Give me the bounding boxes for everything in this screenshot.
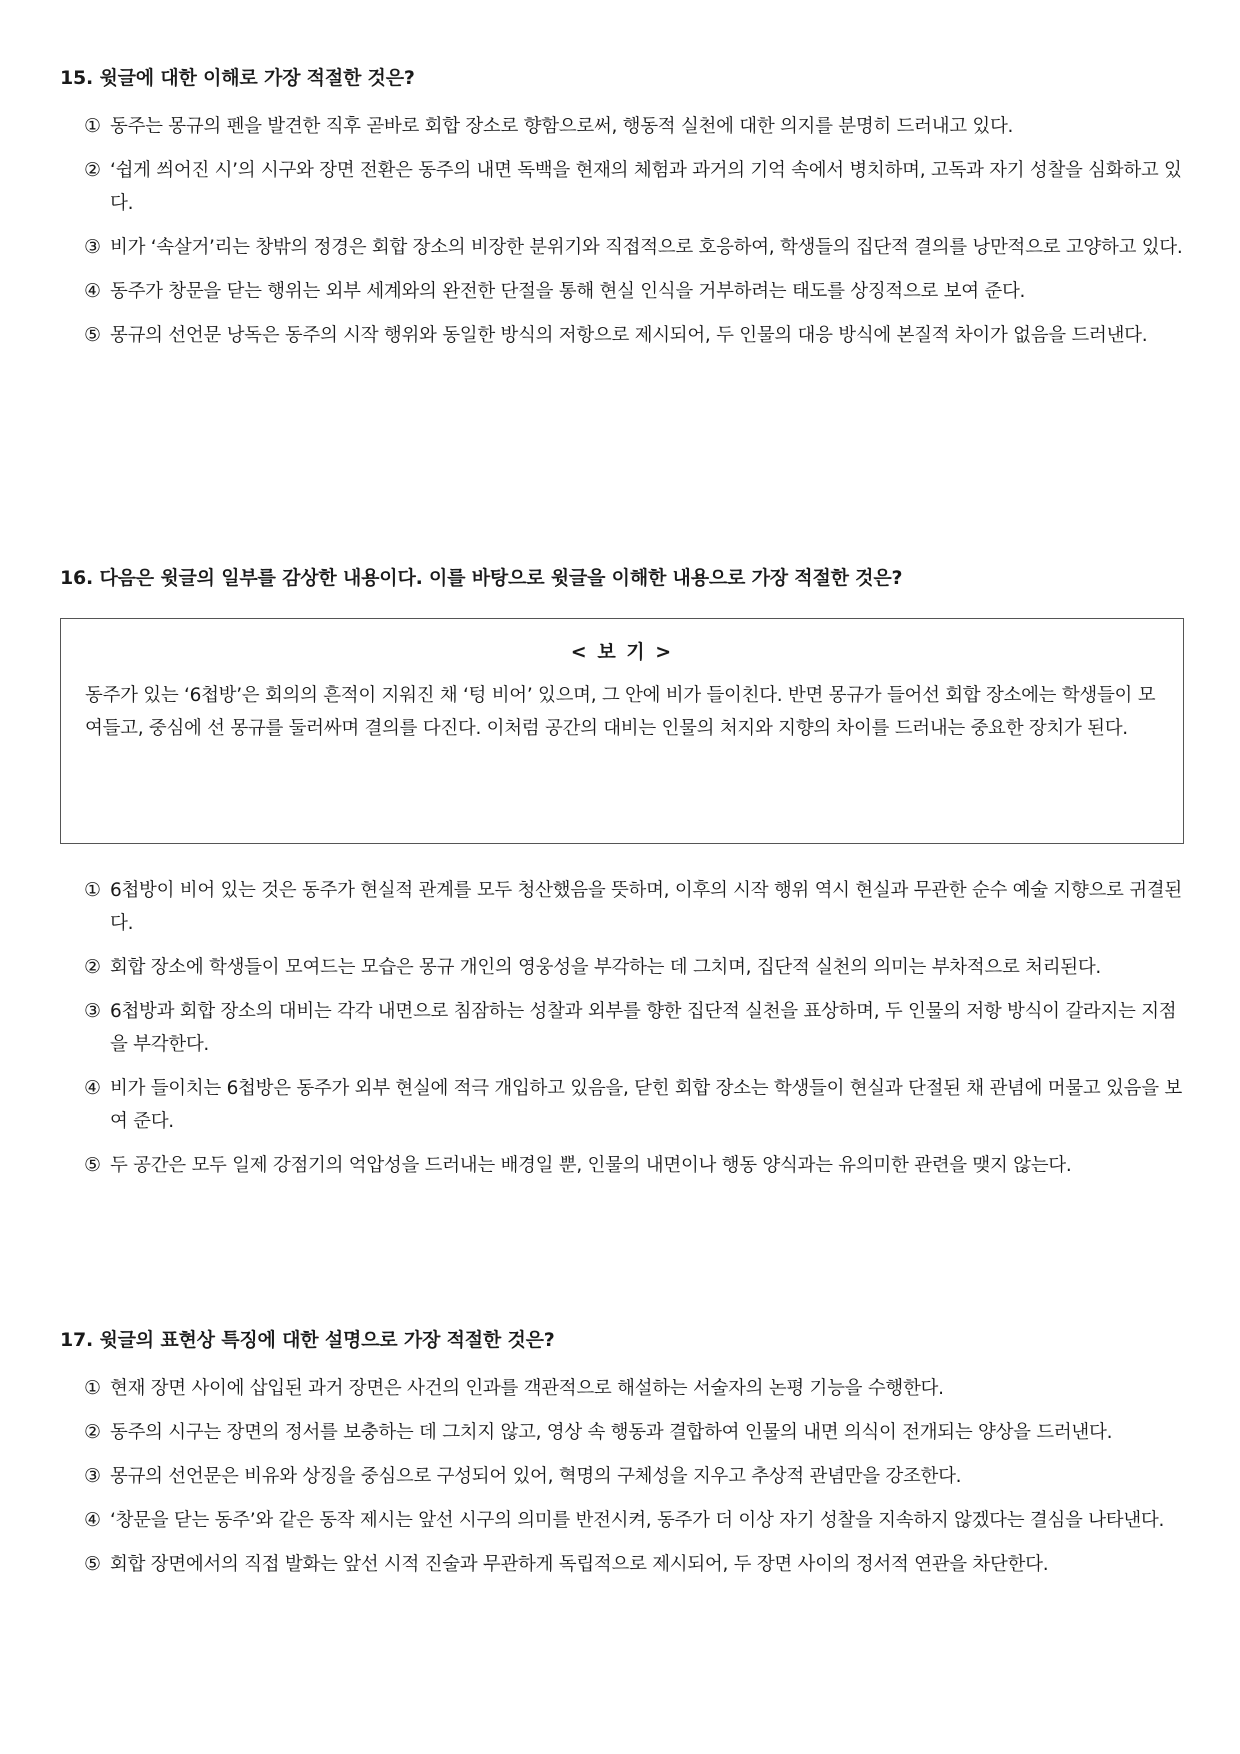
question-15-option-2[interactable] [84,154,1190,220]
option-number: ③ [84,236,101,258]
option-text: 회합 장소에 학생들이 모여드는 모습은 몽규 개인의 영웅성을 부각하는 데 그치며, 집단적 실천의 의미는 부차적으로 처리된다. [110,957,1101,978]
option-text: ‘창문을 닫는 동주’와 같은 동작 제시는 앞선 시구의 의미를 반전시켜, 동주가 더 이상 자기 성찰을 지속하지 않겠다는 결심을 나타낸다. [110,1510,1165,1531]
question-15 [60,64,1190,363]
question-16 [60,564,1190,610]
question-16-option-3[interactable] [84,995,1190,1061]
option-text: 몽규의 선언문은 비유와 상징을 중심으로 구성되어 있어, 혁명의 구체성을 지우고 추상적 관념만을 강조한다. [110,1466,962,1487]
question-17 [60,1326,1190,1592]
question-17-option-3[interactable] [84,1460,1190,1493]
question-17-option-4[interactable] [84,1504,1190,1537]
option-number: ⑤ [84,324,101,346]
question-15-option-4[interactable] [84,275,1190,308]
option-number: ④ [84,1077,101,1099]
question-17-option-2[interactable] [84,1416,1190,1449]
option-number: ② [84,956,101,978]
option-text: 두 공간은 모두 일제 강점기의 억압성을 드러내는 배경일 뿐, 인물의 내면이나 행동 양식과는 유의미한 관련을 맺지 않는다. [110,1155,1072,1176]
option-number: ① [84,115,101,137]
bogi-text: 동주가 있는 ‘6첩방’은 회의의 흔적이 지워진 채 ‘텅 비어’ 있으며, 그 안에 비가 들이친다. 반면 몽규가 들어선 회합 장소에는 학생들이 모여들고, 중심에 선 몽규를 둘러싸며 결의를 다진다. 이처럼 공간의 대비는 인물의 처지와 지향의 차이를 드러내는 중요한 장치가 된다. [85,685,1156,739]
option-number: ③ [84,1000,101,1022]
question-17-title: 17. 윗글의 표현상 특징에 대한 설명으로 가장 적절한 것은? [60,1329,555,1351]
option-number: ① [84,1377,101,1399]
question-16-title: 16. 다음은 윗글의 일부를 감상한 내용이다. 이를 바탕으로 윗글을 이해한 내용으로 가장 적절한 것은? [60,567,903,589]
question-17-option-5[interactable] [84,1548,1190,1581]
option-text: 몽규의 선언문 낭독은 동주의 시작 행위와 동일한 방식의 저항으로 제시되어, 두 인물의 대응 방식에 본질적 차이가 없음을 드러낸다. [110,325,1148,346]
question-17-option-1[interactable] [84,1372,1190,1405]
option-number: ② [84,159,101,181]
option-number: ⑤ [84,1154,101,1176]
question-15-option-5[interactable] [84,319,1190,352]
option-text: 비가 들이치는 6첩방은 동주가 외부 현실에 적극 개입하고 있음을, 닫힌 회합 장소는 학생들이 현실과 단절된 채 관념에 머물고 있음을 보여 준다. [110,1078,1182,1132]
question-16-options [60,874,1190,1182]
option-text: ‘쉽게 씌어진 시’의 시구와 장면 전환은 동주의 내면 독백을 현재의 체험과 과거의 기억 속에서 병치하며, 고독과 자기 성찰을 심화하고 있다. [110,160,1182,214]
option-number: ④ [84,280,101,302]
question-16-option-1[interactable] [84,874,1190,940]
option-number: ⑤ [84,1553,101,1575]
question-15-option-1[interactable] [84,110,1190,143]
option-text: 현재 장면 사이에 삽입된 과거 장면은 사건의 인과를 객관적으로 해설하는 서술자의 논평 기능을 수행한다. [110,1378,944,1399]
option-number: ① [84,879,101,901]
question-16-option-4[interactable] [84,1072,1190,1138]
option-text: 동주의 시구는 장면의 정서를 보충하는 데 그치지 않고, 영상 속 행동과 결합하여 인물의 내면 의식이 전개되는 양상을 드러낸다. [110,1422,1113,1443]
bogi-box [60,618,1184,844]
option-text: 6첩방과 회합 장소의 대비는 각각 내면으로 침잠하는 성찰과 외부를 향한 집단적 실천을 표상하며, 두 인물의 저항 방식이 갈라지는 지점을 부각한다. [110,1001,1177,1055]
question-16-option-2[interactable] [84,951,1190,984]
option-text: 6첩방이 비어 있는 것은 동주가 현실적 관계를 모두 청산했음을 뜻하며, 이후의 시작 행위 역시 현실과 무관한 순수 예술 지향으로 귀결된다. [110,880,1182,934]
option-text: 비가 ‘속살거’리는 창밖의 정경은 회합 장소의 비장한 분위기와 직접적으로 호응하여, 학생들의 집단적 결의를 낭만적으로 고양하고 있다. [110,237,1183,258]
question-15-option-3[interactable] [84,231,1190,264]
question-16-option-5[interactable] [84,1149,1190,1182]
option-text: 동주는 몽규의 펜을 발견한 직후 곧바로 회합 장소로 향함으로써, 행동적 실천에 대한 의지를 분명히 드러내고 있다. [110,116,1014,137]
option-number: ④ [84,1509,101,1531]
question-15-title: 15. 윗글에 대한 이해로 가장 적절한 것은? [60,67,415,89]
option-number: ③ [84,1465,101,1487]
question-16-choices [60,874,1190,1193]
question-17-options [60,1372,1190,1581]
bogi-title: < 보 기 > [570,641,674,663]
question-15-options [60,110,1190,352]
option-text: 동주가 창문을 닫는 행위는 외부 세계와의 완전한 단절을 통해 현실 인식을 거부하려는 태도를 상징적으로 보여 준다. [110,281,1026,302]
option-number: ② [84,1421,101,1443]
option-text: 회합 장면에서의 직접 발화는 앞선 시적 진술과 무관하게 독립적으로 제시되어, 두 장면 사이의 정서적 연관을 차단한다. [110,1554,1049,1575]
